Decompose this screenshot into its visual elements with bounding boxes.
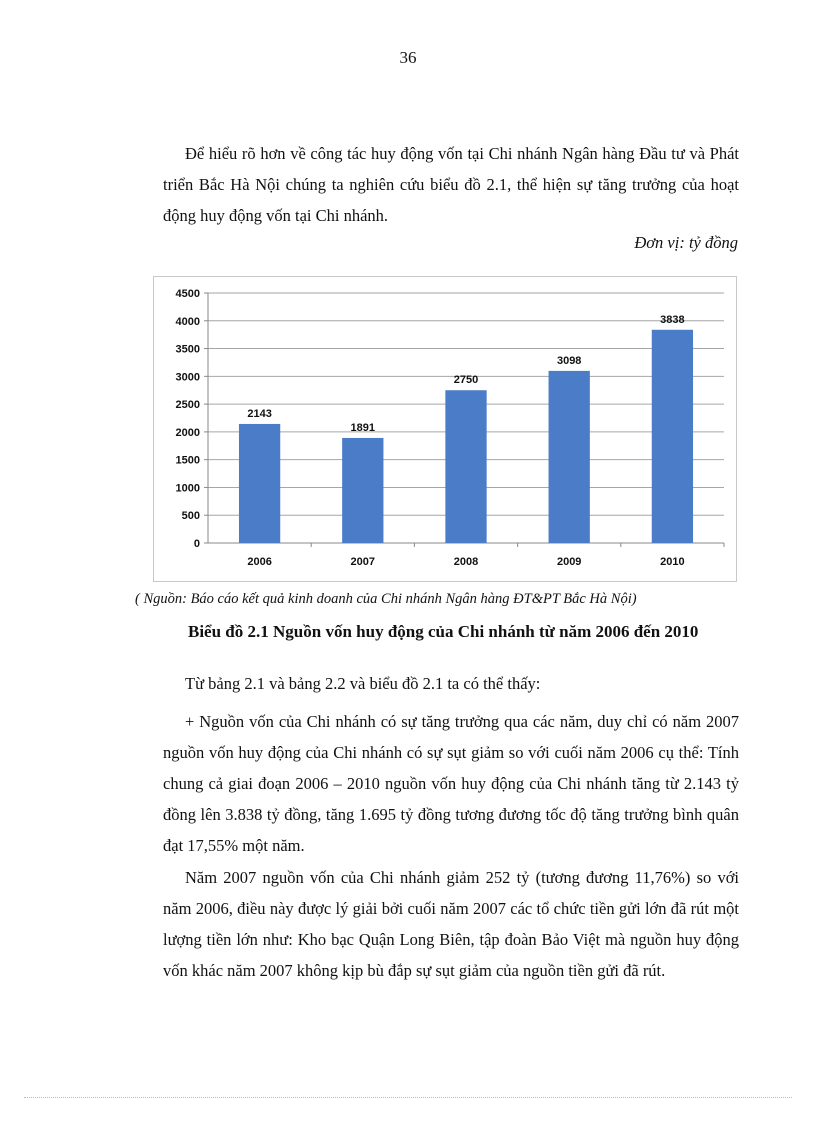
body-paragraph-2	[163, 706, 739, 861]
y-tick-label: 0	[193, 538, 200, 550]
y-tick-label: 3500	[175, 343, 200, 356]
data-label-2010: 3838	[660, 313, 685, 326]
chart-caption: Biểu đồ 2.1 Nguồn vốn huy động của Chi nhánh từ năm 2006 đến 2010	[188, 622, 699, 641]
intro-text: Để hiểu rõ hơn về công tác huy động vốn tại Chi nhánh Ngân hàng Đầu tư và Phát triển Bắc Hà Nội chúng ta nghiên cứu biểu đồ 2.1, thể hiện sự tăng trưởng của hoạt động huy động vốn tại Chi nhánh.	[163, 144, 739, 225]
body-paragraph-1	[163, 668, 739, 699]
y-tick-label: 4500	[175, 288, 200, 300]
bar-2010	[652, 330, 693, 543]
body-paragraph-3	[163, 862, 739, 986]
x-tick-label-2006: 2006	[247, 556, 272, 568]
data-label-2007: 1891	[350, 421, 376, 434]
source-note: ( Nguồn: Báo cáo kết quả kinh doanh của Chi nhánh Ngân hàng ĐT&PT Bắc Hà Nội)	[135, 591, 637, 607]
y-tick-label: 1500	[175, 454, 200, 467]
body-text-2: + Nguồn vốn của Chi nhánh có sự tăng trưởng qua các năm, duy chỉ có năm 2007 nguồn vốn huy động của Chi nhánh có sự sụt giảm so với cuối năm 2006 cụ thể: Tính chung cả giai đoạn 2006 – 2010 nguồn vốn huy động của Chi nhánh tăng từ 2.143 tỷ đồng lên 3.838 tỷ đồng, tăng 1.695 tỷ đồng tương đương tốc độ tăng trưởng bình quân đạt 17,55% một năm.	[163, 712, 739, 855]
data-label-2006: 2143	[247, 407, 272, 420]
y-tick-label: 500	[181, 510, 200, 523]
y-tick-label: 2500	[175, 399, 200, 412]
x-tick-label-2007: 2007	[350, 556, 376, 568]
x-tick-label-2009: 2009	[556, 556, 582, 568]
y-tick-label: 2000	[175, 426, 200, 439]
body-text-1: Từ bảng 2.1 và bảng 2.2 và biểu đồ 2.1 ta có thể thấy:	[185, 674, 541, 693]
unit-label: Đơn vị: tỷ đồng	[634, 233, 738, 252]
x-tick-label-2010: 2010	[660, 556, 685, 568]
y-tick-label: 4000	[175, 315, 200, 328]
chart-canvas	[154, 277, 738, 583]
footer-divider	[24, 1097, 792, 1098]
data-label-2009: 3098	[556, 354, 582, 367]
bar-2007	[342, 438, 383, 543]
bar-chart	[153, 276, 737, 582]
intro-paragraph	[163, 138, 739, 231]
data-label-2008: 2750	[453, 374, 479, 387]
page-number: 36	[399, 48, 417, 67]
y-tick-label: 3000	[175, 371, 200, 384]
bar-2009	[549, 371, 590, 543]
y-tick-label: 1000	[175, 482, 200, 495]
bar-2008	[445, 390, 486, 543]
body-text-3: Năm 2007 nguồn vốn của Chi nhánh giảm 252 tỷ (tương đương 11,76%) so với năm 2006, điều này được lý giải bởi cuối năm 2007 các tổ chức tiền gửi lớn đã rút một lượng tiền lớn như: Kho bạc Quận Long Biên, tập đoàn Bảo Việt mà nguồn huy động vốn khác năm 2007 không kịp bù đắp sự sụt giảm của nguồn tiền gửi đã rút.	[163, 868, 739, 980]
x-tick-label-2008: 2008	[453, 556, 479, 568]
bar-2006	[239, 424, 280, 543]
